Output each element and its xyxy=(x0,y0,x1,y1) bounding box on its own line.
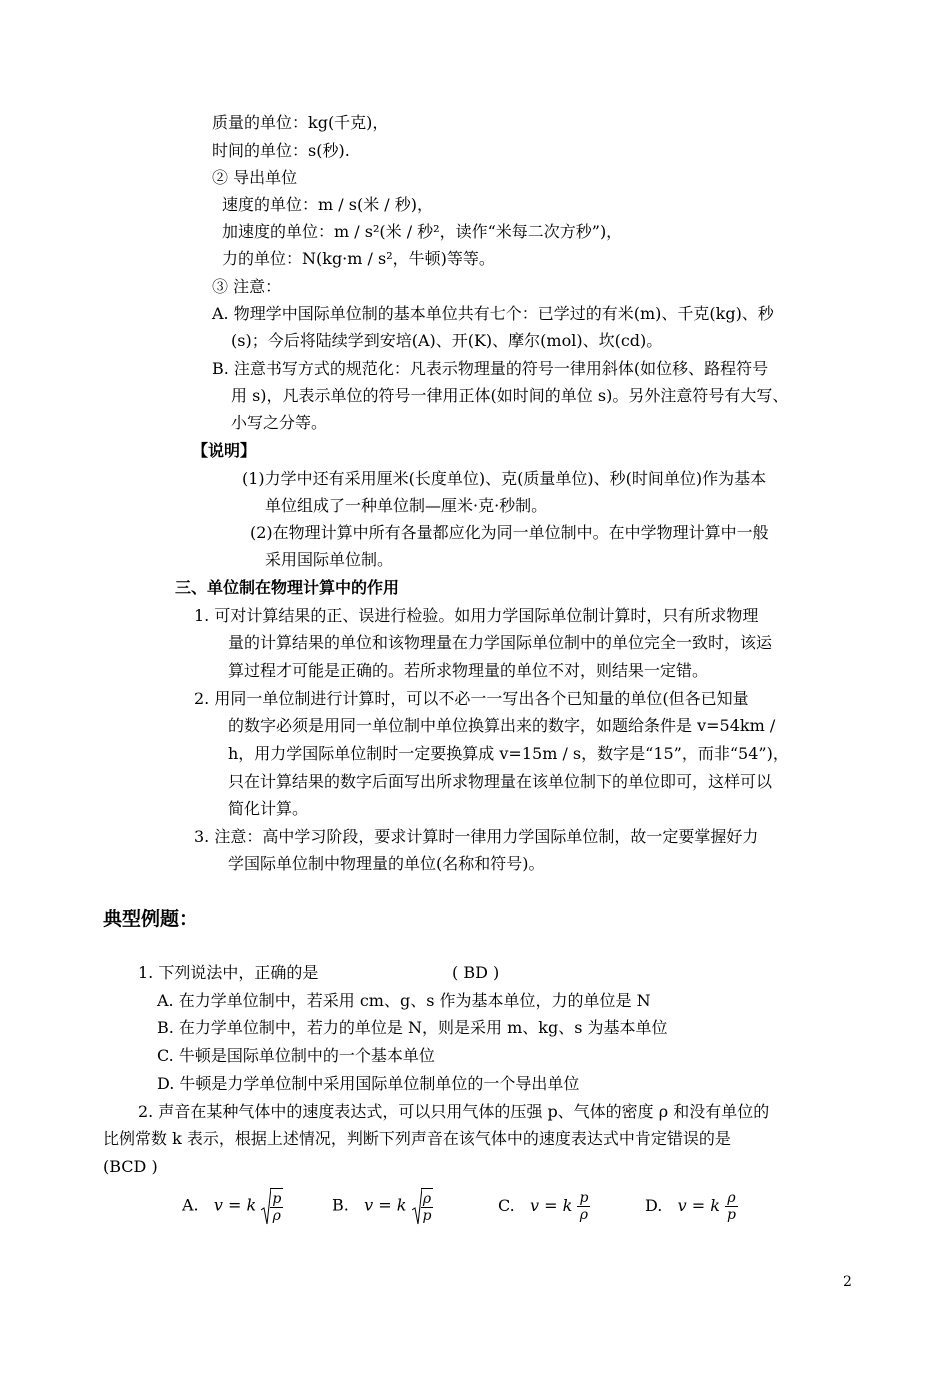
text-line: 2. 用同一单位制进行计算时，可以不必一一写出各个已知量的单位(但各已知量 xyxy=(194,689,749,708)
option-line: A. 在力学单位制中，若采用 cm、g、s 作为基本单位，力的单位是 N xyxy=(157,991,651,1010)
text-line: A. 物理学中国际单位制的基本单位共有七个：已学过的有米(m)、千克(kg)、秒 xyxy=(212,304,774,323)
option-label: C. xyxy=(498,1196,515,1215)
text-line: 加速度的单位：m / s²(米 / 秒²，读作“米每二次方秒”)， xyxy=(222,222,623,241)
text-line: 3. 注意：高中学习阶段，要求计算时一律用力学国际单位制，故一定要掌握好力 xyxy=(194,827,759,846)
formula-option-a xyxy=(182,1186,283,1226)
option-line: B. 在力学单位制中，若力的单位是 N，则是采用 m、kg、s 为基本单位 xyxy=(157,1018,668,1037)
denominator: ρ xyxy=(577,1206,590,1223)
formula-option-c xyxy=(498,1190,590,1223)
text-line: ② 导出单位 xyxy=(212,168,298,187)
section-label: 【说明】 xyxy=(192,441,257,460)
examples-heading: 典型例题： xyxy=(103,908,199,930)
text-line: 单位组成了一种单位制—厘米·克·秒制。 xyxy=(265,496,548,515)
denominator: p xyxy=(727,1207,736,1223)
text-line: 比例常数 k 表示，根据上述情况，判断下列声音在该气体中的速度表达式中肯定错误的是 xyxy=(103,1129,731,1148)
text-line: 算过程才可能是正确的。若所求物理量的单位不对，则结果一定错。 xyxy=(228,661,709,680)
option-label: A. xyxy=(182,1195,199,1215)
text-line: 小写之分等。 xyxy=(231,413,328,432)
text-line: 学国际单位制中物理量的单位(名称和符号)。 xyxy=(228,854,545,873)
formula-lhs: v = k xyxy=(677,1196,720,1215)
numerator: p xyxy=(579,1190,589,1206)
sqrt-symbol xyxy=(412,1186,434,1226)
text-line: 采用国际单位制。 xyxy=(265,550,394,569)
text-line: 质量的单位：kg(千克)， xyxy=(212,113,389,132)
text-line: 简化计算。 xyxy=(228,799,309,818)
text-line: 时间的单位：s(秒). xyxy=(212,141,350,160)
text-line: 的数字必须是用同一单位制中单位换算出来的数字，如题给条件是 v=54km / xyxy=(228,716,776,735)
text-line: 只在计算结果的数字后面写出所求物理量在该单位制下的单位即可，这样可以 xyxy=(228,772,773,791)
option-label: D. xyxy=(645,1196,663,1215)
option-line: D. 牛顿是力学单位制中采用国际单位制单位的一个导出单位 xyxy=(157,1074,580,1093)
section-heading: 三、单位制在物理计算中的作用 xyxy=(175,578,400,597)
denominator: p xyxy=(422,1208,432,1224)
option-label: B. xyxy=(332,1195,349,1215)
text-line: (1)力学中还有采用厘米(长度单位)、克(质量单位)、秒(时间单位)作为基本 xyxy=(242,469,767,488)
text-line: ③ 注意： xyxy=(212,277,282,296)
text-line: 量的计算结果的单位和该物理量在力学国际单位制中的单位完全一致时，该运 xyxy=(228,633,773,652)
numerator: ρ xyxy=(727,1190,736,1206)
sqrt-symbol xyxy=(261,1186,283,1226)
text-line: h，用力学国际单位制时一定要换算成 v=15m / s，数字是“15”，而非“54”)， xyxy=(228,744,789,763)
formula-option-d xyxy=(645,1190,738,1223)
question-2: 2. 声音在某种气体中的速度表达式，可以只用气体的压强 p、气体的密度 ρ 和没有单位的 xyxy=(138,1102,770,1121)
formula-option-b xyxy=(332,1186,433,1226)
text-line: (2)在物理计算中所有各量都应化为同一单位制中。在中学物理计算中一般 xyxy=(250,523,769,542)
answer-1: ( BD ) xyxy=(452,963,500,982)
text-line: (s)；今后将陆续学到安培(A)、开(K)、摩尔(mol)、坎(cd)。 xyxy=(231,331,663,350)
formula-lhs: v = k xyxy=(364,1195,407,1215)
answer-2: (BCD ) xyxy=(103,1157,158,1176)
option-line: C. 牛顿是国际单位制中的一个基本单位 xyxy=(157,1046,435,1065)
text-line: 力的单位：N(kg·m / s²，牛顿)等等。 xyxy=(222,249,495,268)
text-line: 用 s)，凡表示单位的符号一律用正体(如时间的单位 s)。另外注意符号有大写、 xyxy=(231,386,789,405)
question-1: 1. 下列说法中，正确的是 xyxy=(138,963,319,982)
text-line: 速度的单位：m / s(米 / 秒)， xyxy=(222,195,433,214)
page-number: 2 xyxy=(843,1274,852,1290)
formula-lhs: v = k xyxy=(530,1196,573,1215)
numerator: ρ xyxy=(422,1191,432,1207)
formula-lhs: v = k xyxy=(213,1195,257,1215)
text-line: B. 注意书写方式的规范化：凡表示物理量的符号一律用斜体(如位移、路程符号 xyxy=(212,359,769,378)
text-line: 1. 可对计算结果的正、误进行检验。如用力学国际单位制计算时，只有所求物理 xyxy=(194,606,759,625)
numerator: p xyxy=(272,1191,282,1207)
denominator: ρ xyxy=(270,1207,283,1224)
